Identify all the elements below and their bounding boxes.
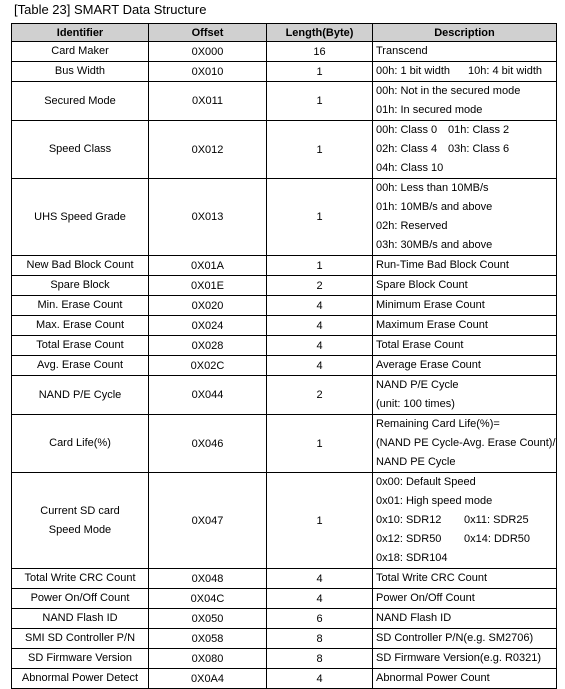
description-text: 02h: Class 4 [376, 143, 438, 155]
description-line [376, 198, 556, 217]
cell-description [373, 82, 557, 121]
identifier-text: New Bad Block Count [26, 259, 134, 271]
description-text: 00h: Class 0 [376, 124, 438, 136]
table-row [12, 473, 557, 569]
table-row [12, 256, 557, 276]
description-text: 00h: Not in the secured mode [376, 85, 521, 97]
cell-length: 2 [267, 376, 373, 415]
description-line [376, 609, 556, 628]
description-line [376, 296, 556, 315]
identifier-text: SMI SD Controller P/N [24, 632, 136, 644]
cell-description [373, 415, 557, 473]
cell-offset: 0X024 [149, 316, 267, 336]
description-text: Average Erase Count [376, 359, 481, 371]
table-row [12, 589, 557, 609]
cell-offset: 0X046 [149, 415, 267, 473]
identifier-text: Power On/Off Count [30, 592, 130, 604]
identifier-text: Max. Erase Count [35, 319, 125, 331]
cell-identifier [12, 296, 149, 316]
cell-length: 4 [267, 336, 373, 356]
identifier-text: Card Life(%) [49, 437, 111, 449]
cell-identifier [12, 82, 149, 121]
identifier-text: Bus Width [54, 65, 106, 77]
identifier-text: NAND P/E Cycle [38, 388, 122, 401]
description-text: 00h: Less than 10MB/s [376, 182, 489, 194]
cell-identifier [12, 179, 149, 256]
cell-offset: 0X028 [149, 336, 267, 356]
cell-description [373, 296, 557, 316]
header-offset: Offset [149, 24, 267, 42]
cell-identifier [12, 356, 149, 376]
description-line [376, 82, 556, 101]
identifier-text: Secured Mode [44, 94, 116, 107]
cell-description [373, 179, 557, 256]
identifier-text: Spare Block [50, 279, 110, 291]
header-identifier: Identifier [12, 24, 149, 42]
cell-identifier [12, 376, 149, 415]
description-text: 0x14: DDR50 [464, 533, 531, 545]
table-row [12, 669, 557, 689]
cell-length: 4 [267, 589, 373, 609]
identifier-text: Speed Mode [48, 523, 112, 536]
cell-offset: 0X01A [149, 256, 267, 276]
description-line [376, 629, 556, 648]
description-line [376, 140, 556, 159]
cell-offset: 0X044 [149, 376, 267, 415]
cell-offset: 0X04C [149, 589, 267, 609]
description-text: NAND Flash ID [376, 612, 452, 624]
description-line [376, 453, 556, 472]
cell-offset: 0X048 [149, 569, 267, 589]
cell-identifier [12, 336, 149, 356]
cell-identifier [12, 256, 149, 276]
description-line [376, 649, 556, 668]
cell-length: 1 [267, 179, 373, 256]
description-text: 0x12: SDR50 [376, 533, 442, 545]
description-text: Maximum Erase Count [376, 319, 488, 331]
description-text: 03h: Class 6 [448, 143, 510, 155]
description-line [376, 589, 556, 608]
cell-offset: 0X013 [149, 179, 267, 256]
cell-identifier [12, 589, 149, 609]
identifier-text: Min. Erase Count [37, 299, 123, 311]
description-text: 10h: 4 bit width [468, 65, 542, 77]
cell-length: 8 [267, 649, 373, 669]
table-row [12, 62, 557, 82]
table-row [12, 629, 557, 649]
description-line [376, 336, 556, 355]
table-row [12, 569, 557, 589]
cell-identifier [12, 62, 149, 82]
cell-description [373, 336, 557, 356]
cell-description [373, 376, 557, 415]
description-line [376, 395, 556, 414]
table-row [12, 276, 557, 296]
table-row [12, 609, 557, 629]
cell-description [373, 356, 557, 376]
cell-length: 4 [267, 296, 373, 316]
cell-offset: 0X000 [149, 42, 267, 62]
description-line [376, 121, 556, 140]
description-text: 00h: 1 bit width [376, 65, 450, 77]
table-row [12, 296, 557, 316]
header-row [12, 24, 557, 42]
description-line [376, 316, 556, 335]
cell-description [373, 42, 557, 62]
description-line [376, 569, 556, 588]
identifier-text: Abnormal Power Detect [21, 672, 139, 684]
cell-description [373, 62, 557, 82]
header-description: Description [373, 24, 557, 42]
table-row [12, 376, 557, 415]
cell-offset: 0X012 [149, 121, 267, 179]
cell-offset: 0X011 [149, 82, 267, 121]
cell-length: 4 [267, 569, 373, 589]
cell-identifier [12, 473, 149, 569]
identifier-text: Card Maker [51, 45, 109, 57]
description-text: NAND P/E Cycle [376, 379, 459, 391]
cell-identifier [12, 669, 149, 689]
table-row [12, 356, 557, 376]
cell-offset: 0X058 [149, 629, 267, 649]
description-line [376, 473, 556, 492]
description-line [376, 530, 556, 549]
description-line [376, 101, 556, 120]
cell-length: 1 [267, 121, 373, 179]
description-text: 0x18: SDR104 [376, 552, 448, 564]
identifier-text: NAND Flash ID [42, 612, 118, 624]
cell-offset: 0X050 [149, 609, 267, 629]
description-text: SD Firmware Version(e.g. R0321) [376, 652, 542, 664]
description-line [376, 669, 556, 688]
cell-length: 1 [267, 415, 373, 473]
cell-identifier [12, 649, 149, 669]
cell-description [373, 609, 557, 629]
cell-identifier [12, 276, 149, 296]
cell-offset: 0X02C [149, 356, 267, 376]
cell-offset: 0X020 [149, 296, 267, 316]
description-text: Remaining Card Life(%)= [376, 418, 500, 430]
description-text: Power On/Off Count [376, 592, 475, 604]
description-line [376, 511, 556, 530]
identifier-text: SD Firmware Version [28, 652, 132, 664]
description-line [376, 236, 556, 255]
cell-length: 16 [267, 42, 373, 62]
description-line [376, 492, 556, 511]
description-text: 02h: Reserved [376, 220, 448, 232]
identifier-text: Speed Class [48, 143, 112, 155]
description-line [376, 356, 556, 375]
table-row [12, 42, 557, 62]
description-text: Total Write CRC Count [376, 572, 488, 584]
description-text: NAND PE Cycle [376, 456, 456, 468]
cell-identifier [12, 316, 149, 336]
description-line [376, 62, 556, 81]
table-row [12, 415, 557, 473]
description-line [376, 217, 556, 236]
cell-description [373, 629, 557, 649]
cell-description [373, 276, 557, 296]
cell-description [373, 121, 557, 179]
identifier-text: Avg. Erase Count [36, 359, 123, 371]
cell-description [373, 569, 557, 589]
identifier-text: Current SD card [40, 504, 120, 517]
cell-length: 1 [267, 473, 373, 569]
cell-length: 2 [267, 276, 373, 296]
identifier-text: Total Write CRC Count [24, 572, 136, 584]
cell-description [373, 669, 557, 689]
table-row [12, 649, 557, 669]
table-row [12, 316, 557, 336]
description-line [376, 415, 556, 434]
description-text: 0x01: High speed mode [376, 495, 493, 507]
cell-length: 4 [267, 356, 373, 376]
description-text: Minimum Erase Count [376, 299, 485, 311]
cell-length: 4 [267, 316, 373, 336]
description-text: 01h: Class 2 [448, 124, 510, 136]
table-row [12, 121, 557, 179]
cell-identifier [12, 121, 149, 179]
cell-offset: 0X010 [149, 62, 267, 82]
cell-offset: 0X01E [149, 276, 267, 296]
cell-length: 1 [267, 82, 373, 121]
cell-identifier [12, 629, 149, 649]
description-text: Abnormal Power Count [376, 672, 490, 684]
table-row [12, 336, 557, 356]
cell-description [373, 589, 557, 609]
description-text: SD Controller P/N(e.g. SM2706) [376, 632, 534, 644]
description-line [376, 256, 556, 275]
cell-description [373, 256, 557, 276]
description-text: (unit: 100 times) [376, 398, 455, 410]
cell-length: 6 [267, 609, 373, 629]
cell-identifier [12, 415, 149, 473]
header-length: Length(Byte) [267, 24, 373, 42]
description-text: 0x11: SDR25 [464, 514, 529, 526]
table-body [12, 42, 557, 689]
description-text: 01h: In secured mode [376, 104, 483, 116]
smart-data-table [11, 23, 557, 689]
cell-description [373, 316, 557, 336]
cell-description [373, 473, 557, 569]
description-text: 0x00: Default Speed [376, 476, 476, 488]
cell-offset: 0X0A4 [149, 669, 267, 689]
cell-offset: 0X080 [149, 649, 267, 669]
description-text: 04h: Class 10 [376, 162, 444, 174]
description-line [376, 434, 556, 453]
identifier-text: UHS Speed Grade [34, 210, 126, 223]
description-line [376, 276, 556, 295]
cell-length: 1 [267, 256, 373, 276]
cell-identifier [12, 569, 149, 589]
description-text: Total Erase Count [376, 339, 464, 351]
description-text: Run-Time Bad Block Count [376, 259, 509, 271]
cell-length: 8 [267, 629, 373, 649]
cell-identifier [12, 609, 149, 629]
cell-length: 1 [267, 62, 373, 82]
cell-description [373, 649, 557, 669]
description-line [376, 376, 556, 395]
cell-identifier [12, 42, 149, 62]
description-text: Transcend [376, 45, 428, 57]
description-line [376, 549, 556, 568]
table-row [12, 82, 557, 121]
table-row [12, 179, 557, 256]
description-line [376, 179, 556, 198]
description-text: Spare Block Count [376, 279, 468, 291]
description-text: 03h: 30MB/s and above [376, 239, 493, 251]
description-text: (NAND PE Cycle-Avg. Erase Count)/ [376, 437, 556, 449]
table-caption: [Table 23] SMART Data Structure [14, 2, 207, 17]
description-line [376, 159, 556, 178]
description-text: 0x10: SDR12 [376, 514, 442, 526]
description-line [376, 42, 556, 61]
description-text: 01h: 10MB/s and above [376, 201, 493, 213]
cell-offset: 0X047 [149, 473, 267, 569]
identifier-text: Total Erase Count [36, 339, 124, 351]
cell-length: 4 [267, 669, 373, 689]
